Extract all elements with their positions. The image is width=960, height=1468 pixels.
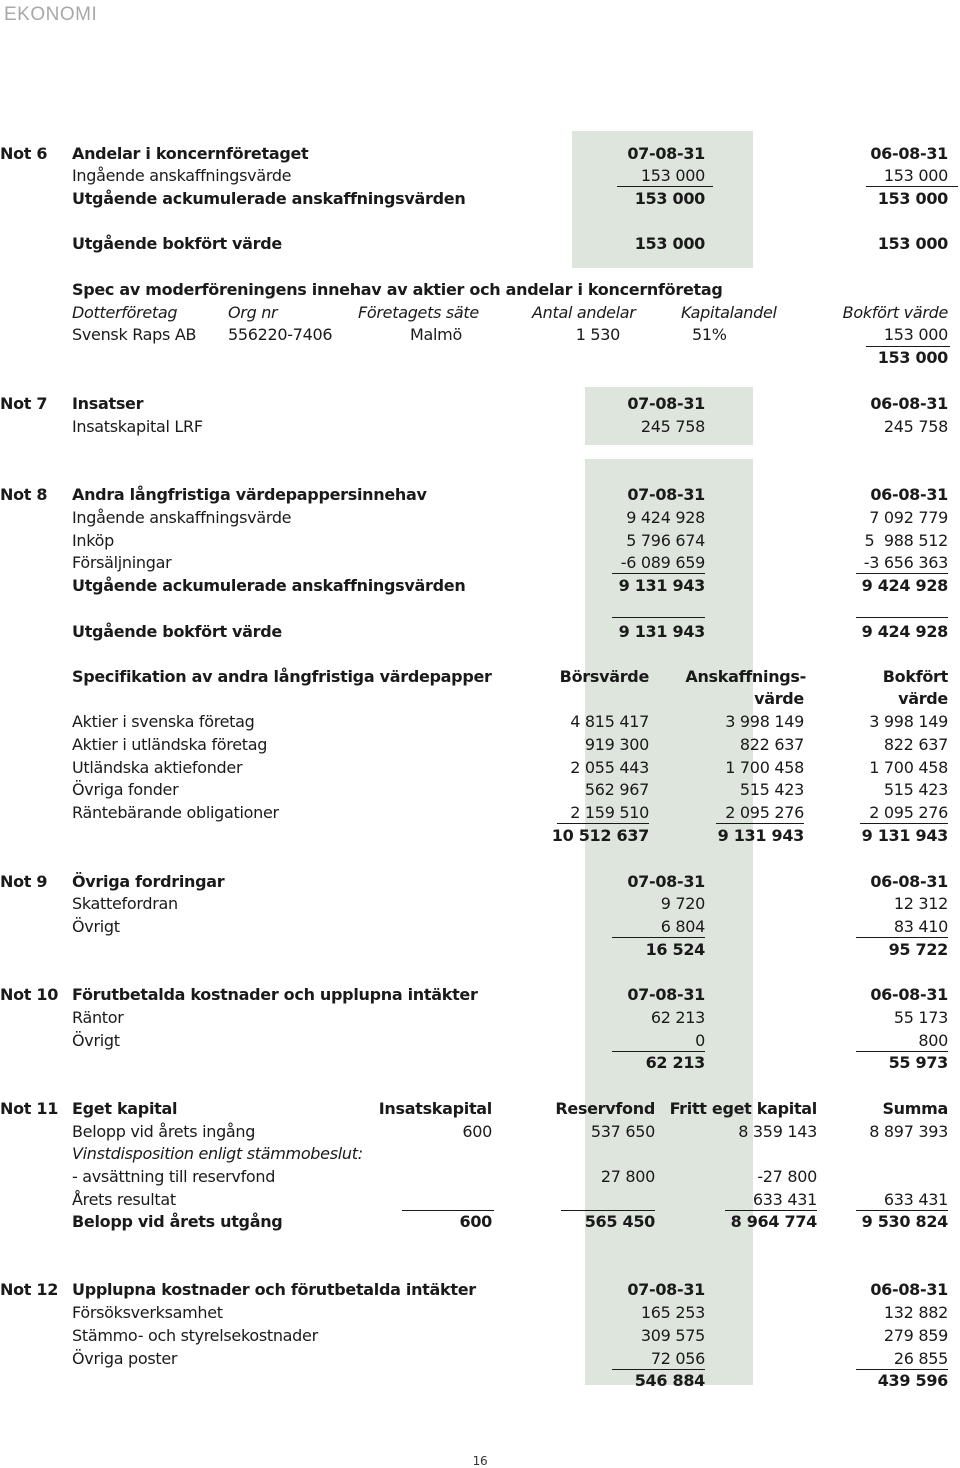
note10-title: Förutbetalda kostnader och upplupna intäkter: [72, 985, 478, 1004]
page-number: 16: [472, 1454, 488, 1468]
note6-number: Not 6: [0, 144, 48, 163]
underline: [725, 1210, 817, 1211]
note6-col2-header: 06-08-31: [870, 144, 948, 163]
note11-total-cell: 600: [459, 1212, 492, 1231]
note9-col2-header: 06-08-31: [870, 872, 948, 891]
note8-spec-header: värde: [754, 689, 804, 708]
note6-spec-header: Kapitalandel: [681, 303, 777, 322]
note9-col1-header: 07-08-31: [627, 872, 705, 891]
note6-spec-cell: Svensk Raps AB: [72, 325, 197, 344]
note8-spec-header: Anskaffnings-: [685, 667, 806, 686]
note8-row-v2: 7 092 779: [869, 508, 948, 527]
note7-col1-header: 07-08-31: [627, 394, 705, 413]
note11-total-cell: 565 450: [584, 1212, 655, 1231]
note8-row-label: Ingående anskaffningsvärde: [72, 508, 292, 527]
note8-title: Andra långfristiga värdepappersinnehav: [72, 485, 427, 504]
note8-spec-c: 822 637: [883, 735, 948, 754]
note10-row-label: Övrigt: [72, 1031, 120, 1050]
underline: [612, 573, 705, 574]
note12-number: Not 12: [0, 1280, 59, 1299]
note11-row-label: Årets resultat: [72, 1190, 176, 1209]
underline: [860, 823, 948, 824]
underline: [612, 617, 705, 618]
note8-spec-label: Övriga fonder: [72, 780, 179, 799]
note11-cell: 8 897 393: [869, 1122, 948, 1141]
note8-row-v2: 9 424 928: [861, 622, 948, 641]
note10-row-v2: 800: [918, 1031, 948, 1050]
note8-spec-header: värde: [898, 689, 948, 708]
note9-row-v2: 12 312: [893, 894, 948, 913]
note6-col1-header: 07-08-31: [627, 144, 705, 163]
note8-row-v1: 9 131 943: [618, 576, 705, 595]
note8-row-label: Utgående bokfört värde: [72, 622, 282, 641]
note8-spec-a: 562 967: [584, 780, 649, 799]
note8-spec-a: 4 815 417: [570, 712, 649, 731]
note8-col1-header: 07-08-31: [627, 485, 705, 504]
note11-header: Fritt eget kapital: [669, 1099, 817, 1118]
note7-number: Not 7: [0, 394, 48, 413]
underline: [716, 823, 804, 824]
note8-number: Not 8: [0, 485, 48, 504]
note7-row-v1: 245 758: [640, 417, 705, 436]
note11-total-label: Belopp vid årets utgång: [72, 1212, 283, 1231]
note8-row-v2: 9 424 928: [861, 576, 948, 595]
note11-cell: 633 431: [883, 1190, 948, 1209]
note6-title: Andelar i koncernföretaget: [72, 144, 309, 163]
note8-spec-a: 919 300: [584, 735, 649, 754]
note9-row-label: Övrigt: [72, 917, 120, 936]
underline: [612, 1369, 705, 1370]
note12-row-v2: 132 882: [883, 1303, 948, 1322]
note8-spec-label: Aktier i utländska företag: [72, 735, 268, 754]
note8-spec-c: 515 423: [883, 780, 948, 799]
note12-row-v1: 165 253: [640, 1303, 705, 1322]
note12-title: Upplupna kostnader och förutbetalda intäkter: [72, 1280, 476, 1299]
note8-row-v2: -3 656 363: [863, 553, 948, 572]
note7-row-label: Insatskapital LRF: [72, 417, 203, 436]
note9-total-v1: 16 524: [645, 940, 705, 959]
note6-spec-cell: 153 000: [883, 325, 948, 344]
note6-row-v2: 153 000: [877, 234, 948, 253]
note6-spec-cell: 51%: [692, 325, 727, 344]
note6-row-v2: 153 000: [877, 189, 948, 208]
underline: [866, 346, 950, 347]
underline: [402, 1210, 494, 1211]
underline: [866, 186, 958, 187]
note6-spec-cell: Malmö: [410, 325, 462, 344]
underline: [856, 937, 948, 938]
note8-spec-label: Aktier i svenska företag: [72, 712, 255, 731]
note10-total-v2: 55 973: [888, 1053, 948, 1072]
section-header: EKONOMI: [4, 4, 98, 25]
note8-row-label: Försäljningar: [72, 553, 172, 572]
note6-row-label: Ingående anskaffningsvärde: [72, 166, 292, 185]
note11-cell: 8 359 143: [738, 1122, 817, 1141]
note6-spec-cell: 556220-7406: [228, 325, 333, 344]
note6-row-label: Utgående bokfört värde: [72, 234, 282, 253]
note11-header: Reservfond: [555, 1099, 655, 1118]
note6-spec-header: Bokfört värde: [842, 303, 948, 322]
note12-row-label: Övriga poster: [72, 1349, 178, 1368]
underline: [856, 1369, 948, 1370]
note12-total-v2: 439 596: [877, 1371, 948, 1390]
note8-spec-total-c: 9 131 943: [861, 826, 948, 845]
note8-row-v1: -6 089 659: [620, 553, 705, 572]
note6-spec-header: Antal andelar: [532, 303, 636, 322]
note11-total-cell: 9 530 824: [861, 1212, 948, 1231]
note8-spec-c: 3 998 149: [869, 712, 948, 731]
note7-title: Insatser: [72, 394, 144, 413]
note10-number: Not 10: [0, 985, 59, 1004]
note8-spec-b: 3 998 149: [725, 712, 804, 731]
note12-row-label: Stämmo- och styrelsekostnader: [72, 1326, 318, 1345]
note11-row-label: Belopp vid årets ingång: [72, 1122, 256, 1141]
note10-row-v1: 0: [695, 1031, 705, 1050]
note6-spec-header: Företagets säte: [358, 303, 479, 322]
underline: [617, 186, 713, 187]
note8-spec-c: 2 095 276: [869, 803, 948, 822]
note12-row-v1: 72 056: [650, 1349, 705, 1368]
note9-title: Övriga fordringar: [72, 872, 225, 891]
underline: [612, 937, 705, 938]
note9-row-v1: 9 720: [660, 894, 705, 913]
note11-cell: 600: [462, 1122, 492, 1141]
note6-spec-cell: 1 530: [575, 325, 620, 344]
note11-number: Not 11: [0, 1099, 59, 1118]
note8-spec-header: Bokfört: [882, 667, 948, 686]
note12-row-v1: 309 575: [640, 1326, 705, 1345]
note12-row-v2: 26 855: [893, 1349, 948, 1368]
note11-row-label: Vinstdisposition enligt stämmobeslut:: [72, 1144, 363, 1163]
underline: [612, 1051, 705, 1052]
note8-spec-b: 1 700 458: [725, 758, 804, 777]
note6-row-v1: 153 000: [634, 234, 705, 253]
note8-spec-title: Specifikation av andra långfristiga värdepapper: [72, 667, 492, 686]
note10-col2-header: 06-08-31: [870, 985, 948, 1004]
note11-cell: -27 800: [757, 1167, 817, 1186]
note9-row-v1: 6 804: [660, 917, 705, 936]
note8-spec-b: 2 095 276: [725, 803, 804, 822]
underline: [557, 823, 649, 824]
note6-spec-header: Org nr: [228, 303, 278, 322]
note8-row-v1: 9 131 943: [618, 622, 705, 641]
note8-row-v1: 5 796 674: [626, 531, 705, 550]
note10-row-v1: 62 213: [650, 1008, 705, 1027]
underline: [856, 573, 948, 574]
note11-header: Summa: [882, 1099, 948, 1118]
note11-cell: 27 800: [600, 1167, 655, 1186]
note11-cell: 537 650: [590, 1122, 655, 1141]
note8-row-label: Inköp: [72, 531, 115, 550]
note6-spec-total: 153 000: [877, 348, 948, 367]
note8-col2-header: 06-08-31: [870, 485, 948, 504]
note6-row-v1: 153 000: [634, 189, 705, 208]
note6-row-v1: 153 000: [640, 166, 705, 185]
note9-row-v2: 83 410: [893, 917, 948, 936]
note6-row-v2: 153 000: [883, 166, 948, 185]
note8-spec-total-a: 10 512 637: [551, 826, 649, 845]
note10-row-label: Räntor: [72, 1008, 124, 1027]
note9-total-v2: 95 722: [888, 940, 948, 959]
note8-spec-label: Utländska aktiefonder: [72, 758, 243, 777]
note10-total-v1: 62 213: [645, 1053, 705, 1072]
note10-col1-header: 07-08-31: [627, 985, 705, 1004]
note6-spec-header: Dotterföretag: [72, 303, 178, 322]
note11-total-cell: 8 964 774: [730, 1212, 817, 1231]
note12-col1-header: 07-08-31: [627, 1280, 705, 1299]
note8-spec-b: 515 423: [739, 780, 804, 799]
note11-row-label: - avsättning till reservfond: [72, 1167, 276, 1186]
note7-row-v2: 245 758: [883, 417, 948, 436]
note12-col2-header: 06-08-31: [870, 1280, 948, 1299]
underline: [561, 1210, 655, 1211]
note8-spec-label: Räntebärande obligationer: [72, 803, 279, 822]
note10-row-v2: 55 173: [893, 1008, 948, 1027]
underline: [856, 1051, 948, 1052]
note8-row-label: Utgående ackumulerade anskaffningsvärden: [72, 576, 466, 595]
note8-spec-a: 2 159 510: [570, 803, 649, 822]
note12-row-label: Försöksverksamhet: [72, 1303, 223, 1322]
underline: [856, 1210, 948, 1211]
note8-spec-c: 1 700 458: [869, 758, 948, 777]
note9-row-label: Skattefordran: [72, 894, 178, 913]
note8-spec-header: Börsvärde: [559, 667, 649, 686]
note12-total-v1: 546 884: [634, 1371, 705, 1390]
note8-spec-b: 822 637: [739, 735, 804, 754]
note8-spec-a: 2 055 443: [570, 758, 649, 777]
note11-header: Insatskapital: [378, 1099, 492, 1118]
note6-spec-title: Spec av moderföreningens innehav av aktier och andelar i koncernföretag: [72, 280, 723, 299]
note12-row-v2: 279 859: [883, 1326, 948, 1345]
note6-row-label: Utgående ackumulerade anskaffningsvärden: [72, 189, 466, 208]
note8-spec-total-b: 9 131 943: [717, 826, 804, 845]
note11-title: Eget kapital: [72, 1099, 178, 1118]
underline: [856, 617, 948, 618]
note11-cell: 633 431: [752, 1190, 817, 1209]
note8-row-v1: 9 424 928: [626, 508, 705, 527]
note7-col2-header: 06-08-31: [870, 394, 948, 413]
note9-number: Not 9: [0, 872, 48, 891]
note8-row-v2: 5 988 512: [864, 531, 948, 550]
